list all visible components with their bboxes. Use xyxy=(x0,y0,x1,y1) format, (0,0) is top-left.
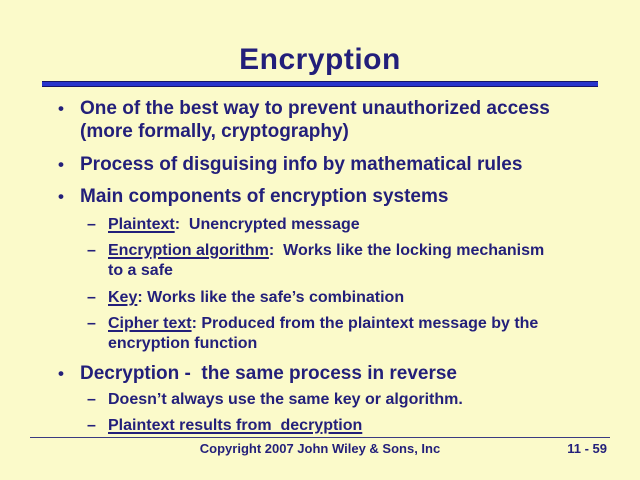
sub-bullet-encryption-algorithm xyxy=(87,241,563,281)
dash-icon: – xyxy=(87,242,96,259)
dash-icon: – xyxy=(87,417,96,434)
bullet-dot-icon: • xyxy=(58,187,64,206)
bullet-text: Produced from the plaintext message by the encryption function xyxy=(108,315,543,352)
key-term: Plaintext xyxy=(108,216,175,233)
sub-bullet-key xyxy=(87,288,538,308)
dash-icon: – xyxy=(87,216,96,233)
bullet-text: Process of disguising info by mathematical rules xyxy=(80,154,523,175)
bullet-text: Doesn’t always use the same key or algorithm. xyxy=(108,391,463,408)
sub-bullet-plaintext xyxy=(87,215,528,235)
dash-icon: – xyxy=(87,315,96,332)
bullet-item-2 xyxy=(58,153,600,176)
dash-icon: – xyxy=(87,289,96,306)
bullet-item-1 xyxy=(58,97,580,143)
term-separator: : xyxy=(174,216,189,233)
key-term: Encryption algorithm xyxy=(108,242,269,259)
sub-bullet-plaintext-results xyxy=(87,416,528,436)
bullet-text: One of the best way to prevent unauthorized access (more formally, cryptography) xyxy=(80,98,556,142)
sub-bullet-cipher-text xyxy=(87,314,608,354)
bullet-dot-icon: • xyxy=(58,364,64,383)
bullet-text: Main components of encryption systems xyxy=(80,186,449,207)
bullet-text: Works like the safe’s combination xyxy=(147,289,405,306)
dash-icon: – xyxy=(87,391,96,408)
bullet-text: Unencrypted message xyxy=(188,216,360,233)
bullet-text: Decryption - the same process in reverse xyxy=(80,363,457,384)
footer-divider xyxy=(30,437,610,438)
term-separator: : xyxy=(137,289,148,306)
sub-bullet-same-key xyxy=(87,390,538,410)
key-term: Key xyxy=(108,289,138,306)
bullet-item-3 xyxy=(58,185,600,208)
key-term: Cipher text xyxy=(108,315,192,332)
slide-number: 11 - 59 xyxy=(567,441,607,456)
term-separator: : xyxy=(191,315,202,332)
slide-title: Encryption xyxy=(239,43,401,76)
bullet-dot-icon: • xyxy=(58,99,64,118)
bullet-item-4 xyxy=(58,362,600,385)
bullet-dot-icon: • xyxy=(58,155,64,174)
term-separator: : xyxy=(268,242,284,259)
copyright-text: Copyright 2007 John Wiley & Sons, Inc xyxy=(199,441,441,456)
bullet-text: Works like the locking mechanism to a safe xyxy=(108,242,549,279)
bullet-text: Plaintext results from decryption xyxy=(108,417,363,434)
title-underline-rule xyxy=(42,81,598,87)
